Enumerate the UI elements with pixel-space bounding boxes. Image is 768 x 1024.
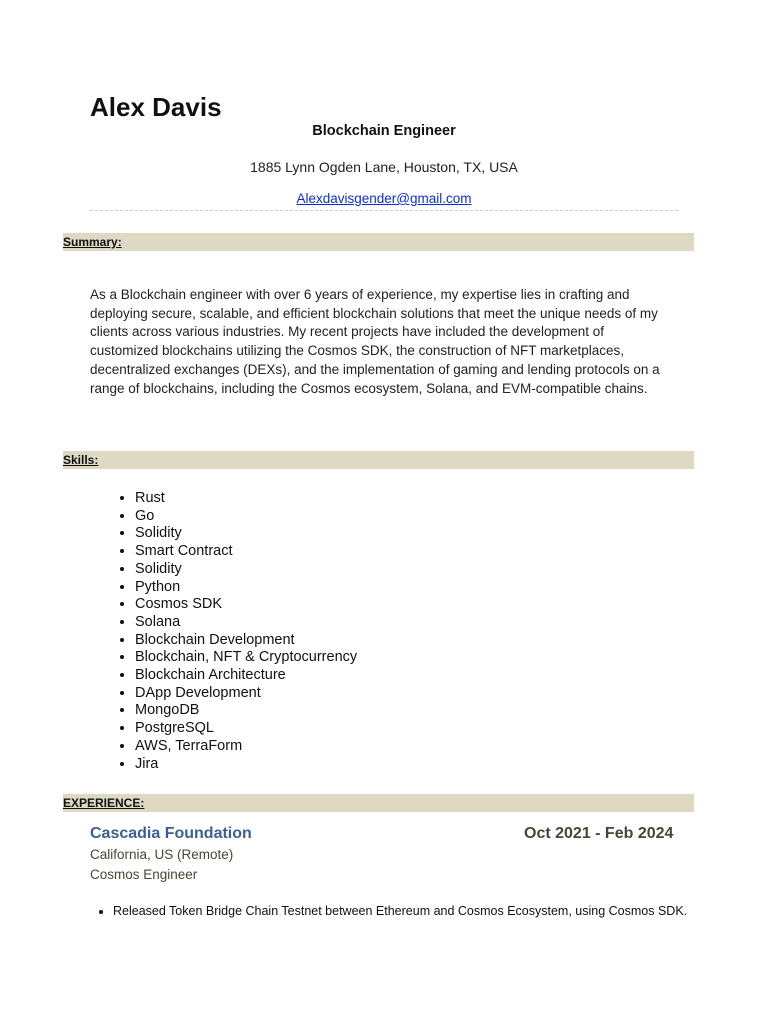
summary-section-bar bbox=[63, 233, 694, 251]
summary-heading: Summary: bbox=[63, 235, 122, 249]
email-link[interactable]: Alexdavisgender@gmail.com bbox=[296, 191, 472, 206]
address: 1885 Lynn Ogden Lane, Houston, TX, USA bbox=[250, 159, 518, 175]
skill-item: • Go bbox=[135, 508, 357, 526]
employment-dates: Oct 2021 - Feb 2024 bbox=[524, 825, 674, 842]
experience-bullet: • Released Token Bridge Chain Testnet between Ethereum and Cosmos Ecosystem, using Cosmos SDK. bbox=[113, 904, 687, 918]
skill-item: • DApp Development bbox=[135, 685, 357, 703]
candidate-name: Alex Davis bbox=[90, 92, 222, 122]
skill-item: • Blockchain, NFT & Cryptocurrency bbox=[135, 649, 357, 667]
skill-item: • Solidity bbox=[135, 561, 357, 579]
skills-section-bar bbox=[63, 451, 694, 469]
company-name: Cascadia Foundation bbox=[90, 825, 252, 842]
skill-item: • Blockchain Architecture bbox=[135, 667, 357, 685]
skill-item: • Smart Contract bbox=[135, 543, 357, 561]
skill-item: • Python bbox=[135, 579, 357, 597]
experience-section-bar bbox=[63, 794, 694, 812]
skill-item: • Rust bbox=[135, 490, 357, 508]
skill-item: • Solana bbox=[135, 614, 357, 632]
skill-item: • Solidity bbox=[135, 525, 357, 543]
header-divider bbox=[90, 210, 678, 211]
skill-item: • Jira bbox=[135, 756, 357, 774]
skill-item: • Cosmos SDK bbox=[135, 596, 357, 614]
skill-item: • PostgreSQL bbox=[135, 720, 357, 738]
skill-item: • AWS, TerraForm bbox=[135, 738, 357, 756]
skill-item: • Blockchain Development bbox=[135, 632, 357, 650]
skills-list bbox=[90, 490, 357, 773]
job-title: Blockchain Engineer bbox=[312, 123, 456, 139]
skills-heading: Skills: bbox=[63, 453, 99, 467]
skill-item: • MongoDB bbox=[135, 702, 357, 720]
email-line bbox=[0, 191, 768, 206]
job-role: Cosmos Engineer bbox=[90, 867, 198, 882]
experience-heading: EXPERIENCE: bbox=[63, 796, 145, 810]
summary-text: As a Blockchain engineer with over 6 years of experience, my expertise lies in crafting and deploying secure, scalable, and efficient blockchain solutions that meet the unique needs of my clients across various industries. My recent projects have included the development of customized blockchains utilizing the Cosmos SDK, the construction of NFT marketplaces, decentralized exchanges (DEXs), and the implementation of gaming and lending protocols on a range of blockchains, including the Cosmos ecosystem, Solana, and EVM-compatible chains. bbox=[90, 287, 660, 396]
job-location: California, US (Remote) bbox=[90, 847, 234, 862]
experience-bullets bbox=[90, 904, 687, 918]
